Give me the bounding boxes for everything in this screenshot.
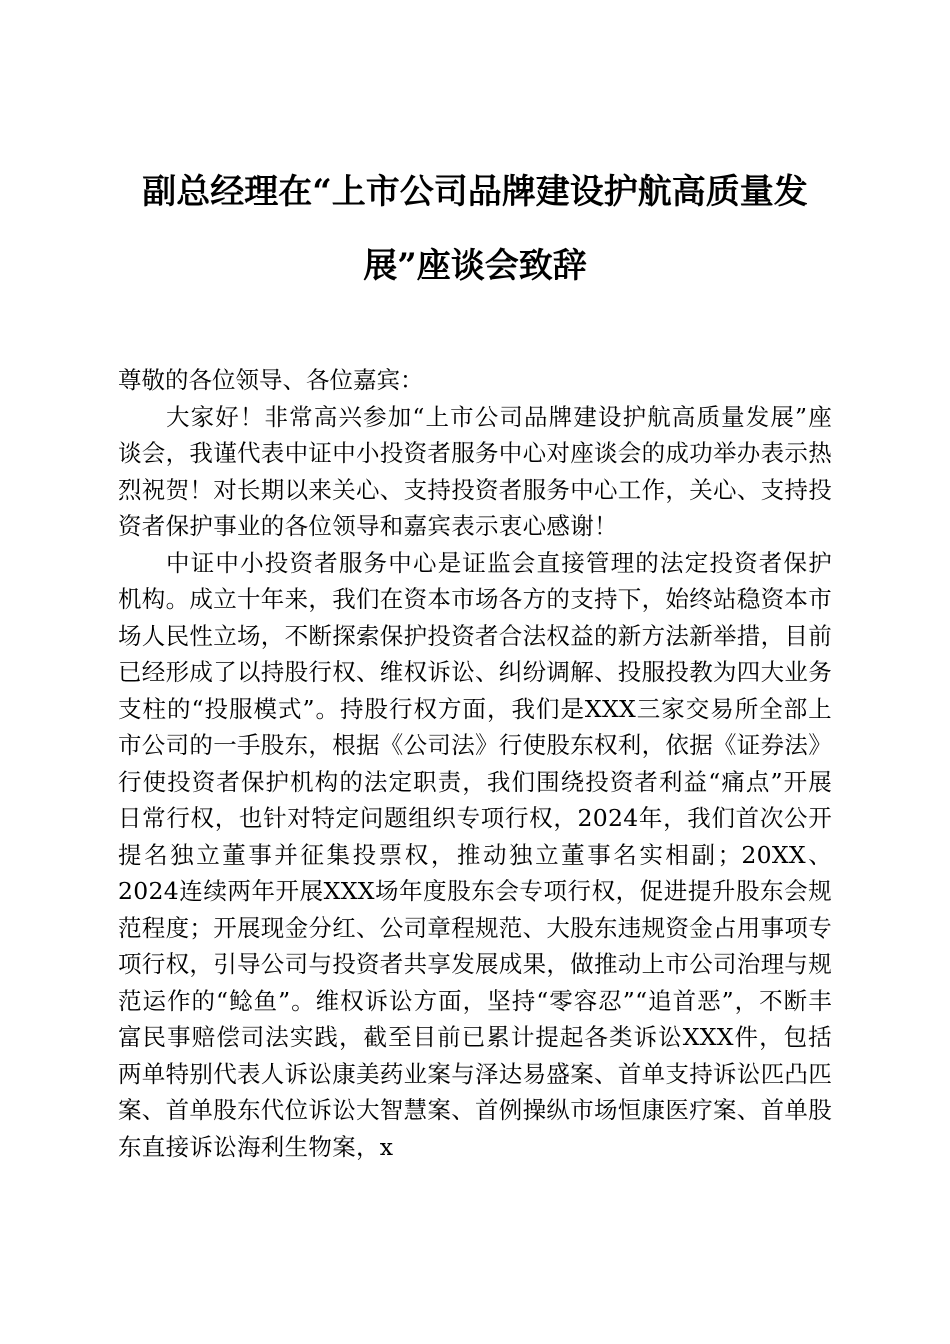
document-body	[118, 362, 832, 1165]
paragraph-center-intro: 中证中小投资者服务中心是证监会直接管理的法定投资者保护机构。成立十年来，我们在资本市场各方的支持下，始终站稳资本市场人民性立场，不断探索保护投资者合法权益的新方法新举措，目前已经形成了以持股行权、维权诉讼、纠纷调解、投服投教为四大业务支柱的“投服模式”。持股行权方面，我们是XXX三家交易所全部上市公司的一手股东，根据《公司法》行使股东权利，依据《证券法》行使投资者保护机构的法定职责，我们围绕投资者利益“痛点”开展日常行权，也针对特定问题组织专项行权，2024年，我们首次公开提名独立董事并征集投票权，推动独立董事名实相副；20XX、2024连续两年开展XXX场年度股东会专项行权，促进提升股东会规范程度；开展现金分红、公司章程规范、大股东违规资金占用事项专项行权，引导公司与投资者共享发展成果，做推动上市公司治理与规范运作的“鲶鱼”。维权诉讼方面，坚持“零容忍”“追首恶”，不断丰富民事赔偿司法实践，截至目前已累计提起各类诉讼XXX件，包括两单特别代表人诉讼康美药业案与泽达易盛案、首单支持诉讼匹凸匹案、首单股东代位诉讼大智慧案、首例操纵市场恒康医疗案、首单股东直接诉讼海利生物案，x	[118, 548, 832, 1161]
document-title-line-2: 展”座谈会致辞	[363, 246, 587, 286]
paragraph-greeting: 大家好！非常高兴参加“上市公司品牌建设护航高质量发展”座谈会，我谨代表中证中小投资者服务中心对座谈会的成功举办表示热烈祝贺！对长期以来关心、支持投资者服务中心工作，关心、支持投资者保护事业的各位领导和嘉宾表示衷心感谢！	[118, 402, 832, 540]
document-title-line-1: 副总经理在“上市公司品牌建设护航高质量发	[142, 172, 808, 212]
salutation: 尊敬的各位领导、各位嘉宾：	[118, 366, 424, 394]
